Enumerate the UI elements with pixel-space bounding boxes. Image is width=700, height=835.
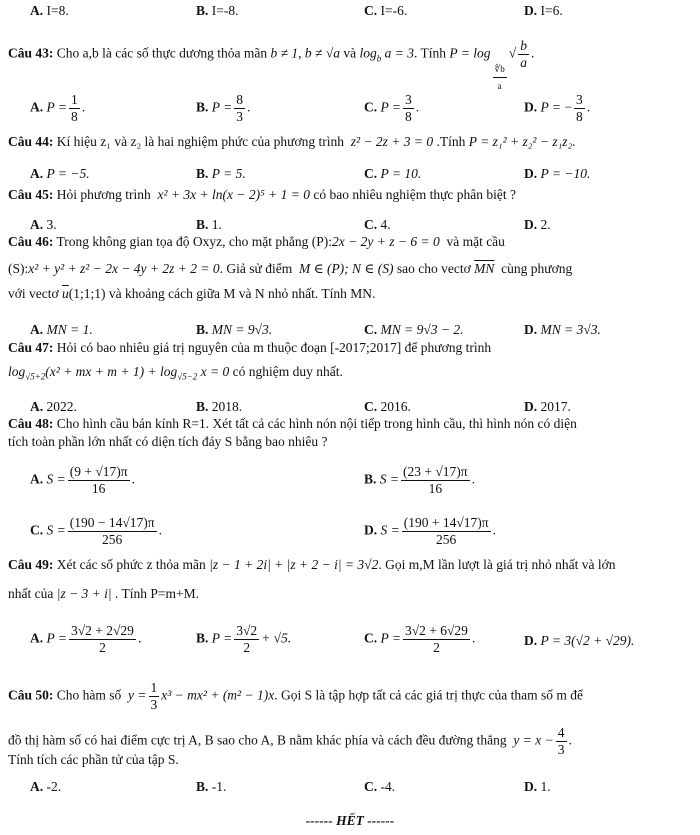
q44-stem: Câu 44: Kí hiệu z₁ và z₂ là hai nghiệm phức của phương trình z² − 2z + 3 = 0 .Tính P = z₁² + z₂² − z₁z₂. xyxy=(8,134,576,149)
q50-line-3: Tính tích các phần tử của tập S. xyxy=(8,752,179,767)
q50-line-2: đồ thị hàm số có hai điểm cực trị A, B sao cho A, B nằm khác phía và cách đều đường thẳng y = x − $\frac{4}{3}$ . xyxy=(8,725,572,757)
q42-option-a: A. I=8. xyxy=(30,3,69,18)
q43-option-b: B. P = $\frac{8}{3}$ . xyxy=(196,92,251,124)
q44-option-c: C. P = 10. xyxy=(364,166,422,181)
q45-option-a: A. 3. xyxy=(30,217,57,232)
q47-line-1: Câu 47: Hỏi có bao nhiêu giá trị nguyên của m thuộc đoạn [-2017;2017] để phương trình xyxy=(8,340,492,355)
q44-option-b: B. P = 5. xyxy=(196,166,246,181)
q46-line-2: (S):x² + y² + z² − 2x − 4y + 2z + 2 = 0. Giả sử điểm M ∈ (P); N ∈ (S) sao cho vectơ $\overline{MN}$ cùng phương xyxy=(8,261,573,276)
q47-option-b: B. 2018. xyxy=(196,399,243,414)
q48-line-2: tích toàn phần lớn nhất có diện tích đáy S bằng bao nhiêu ? xyxy=(8,434,328,449)
q46-line-1: Câu 46: Trong không gian tọa độ Oxyz, cho mặt phẳng (P):2x − 2y + z − 6 = 0 và mặt cầu xyxy=(8,234,505,249)
q48-option-c: C. S = $\frac{(190 - 14√17)\pi}{256}$ . xyxy=(30,515,162,547)
q47-line-2: $\log_{√5+2}(x^2$ + mx + $m + 1) + \log_{√5-2} x = 0$ có nghiệm duy nhất. xyxy=(8,364,343,382)
q47-option-c: C. 2016. xyxy=(364,399,411,414)
q49-line-1: Câu 49: Xét các số phức z thỏa mãn |z − 1 + 2i| + |z + 2 − i| = 3√2. Gọi m,M lần lượt là giá trị nhỏ nhất và lớn xyxy=(8,557,616,572)
q49-option-a: A. P = $\frac{3√2 + 2√29}{2}$ . xyxy=(30,623,142,655)
q46-option-d: D. MN = 3√3. xyxy=(524,322,601,337)
q45-stem: Câu 45: Hỏi phương trình x² + 3x + ln(x − 2)⁵ + 1 = 0 có bao nhiêu nghiệm thực phân biệt ? xyxy=(8,187,516,202)
q45-option-b: B. 1. xyxy=(196,217,222,232)
q42-option-b: B. I=-8. xyxy=(196,3,239,18)
q49-option-b: B. P = $\frac{3√2}{2}$ + √5. xyxy=(196,623,292,655)
q46-option-b: B. MN = 9√3. xyxy=(196,322,273,337)
q45-option-c: C. 4. xyxy=(364,217,391,232)
q43-stem: Câu 43: Cho a,b là các số thực dương thỏa mãn b ≠ 1, b ≠ √a và $\log_b a = 3$. Tính P = log $\frac{∜b}{a}$ √ $\frac{b}{a}$ . xyxy=(8,38,535,91)
q50-option-c: C. -4. xyxy=(364,779,396,794)
q48-line-1: Câu 48: Cho hình cầu bán kính R=1. Xét tất cả các hình nón nội tiếp trong hình cầu, thì hình nón có diện xyxy=(8,416,577,431)
q46-option-c: C. MN = 9√3 − 2. xyxy=(364,322,464,337)
q48-option-d: D. S = $\frac{(190 + 14√17)\pi}{256}$ . xyxy=(364,515,496,547)
q49-line-2: nhất của |z − 3 + i| . Tính P=m+M. xyxy=(8,586,200,601)
q43-option-d: D. P = − $\frac{3}{8}$ . xyxy=(524,92,591,124)
q47-option-d: D. 2017. xyxy=(524,399,571,414)
end-marker: ------ HẾT ------ xyxy=(305,813,395,828)
q46-line-3: với vectơ $\overline{u}(1;1;1)$ và khoảng cách giữa M và N nhỏ nhất. Tính MN. xyxy=(8,286,376,301)
q48-option-b: B. S = $\frac{(23 + √17)\pi}{16}$ . xyxy=(364,464,475,496)
q42-option-d: D. I=6. xyxy=(524,3,563,18)
q47-option-a: A. 2022. xyxy=(30,399,77,414)
q49-option-c: C. P = $\frac{3√2 + 6√29}{2}$ . xyxy=(364,623,476,655)
q50-option-d: D. 1. xyxy=(524,779,551,794)
q43-option-c: C. P = $\frac{3}{8}$ . xyxy=(364,92,420,124)
q48-option-a: A. S = $\frac{(9 + √17)\pi}{16}$ . xyxy=(30,464,135,496)
q42-option-c: C. I=-6. xyxy=(364,3,408,18)
q45-option-d: D. 2. xyxy=(524,217,551,232)
q50-option-b: B. -1. xyxy=(196,779,227,794)
q49-option-d: D. P = 3(√2 + √29). xyxy=(524,633,635,648)
q43-option-a: A. P = $\frac{1}{8}$ . xyxy=(30,92,86,124)
q50-line-1: Câu 50: Cho hàm số y = $\frac{1}{3}$ x³ − mx² + (m² − 1)x. Gọi S là tập hợp tất cả các giá trị thực của tham số m để xyxy=(8,680,583,712)
q44-option-d: D. P = −10. xyxy=(524,166,591,181)
q46-option-a: A. MN = 1. xyxy=(30,322,93,337)
q44-option-a: A. P = −5. xyxy=(30,166,90,181)
q50-option-a: A. -2. xyxy=(30,779,62,794)
